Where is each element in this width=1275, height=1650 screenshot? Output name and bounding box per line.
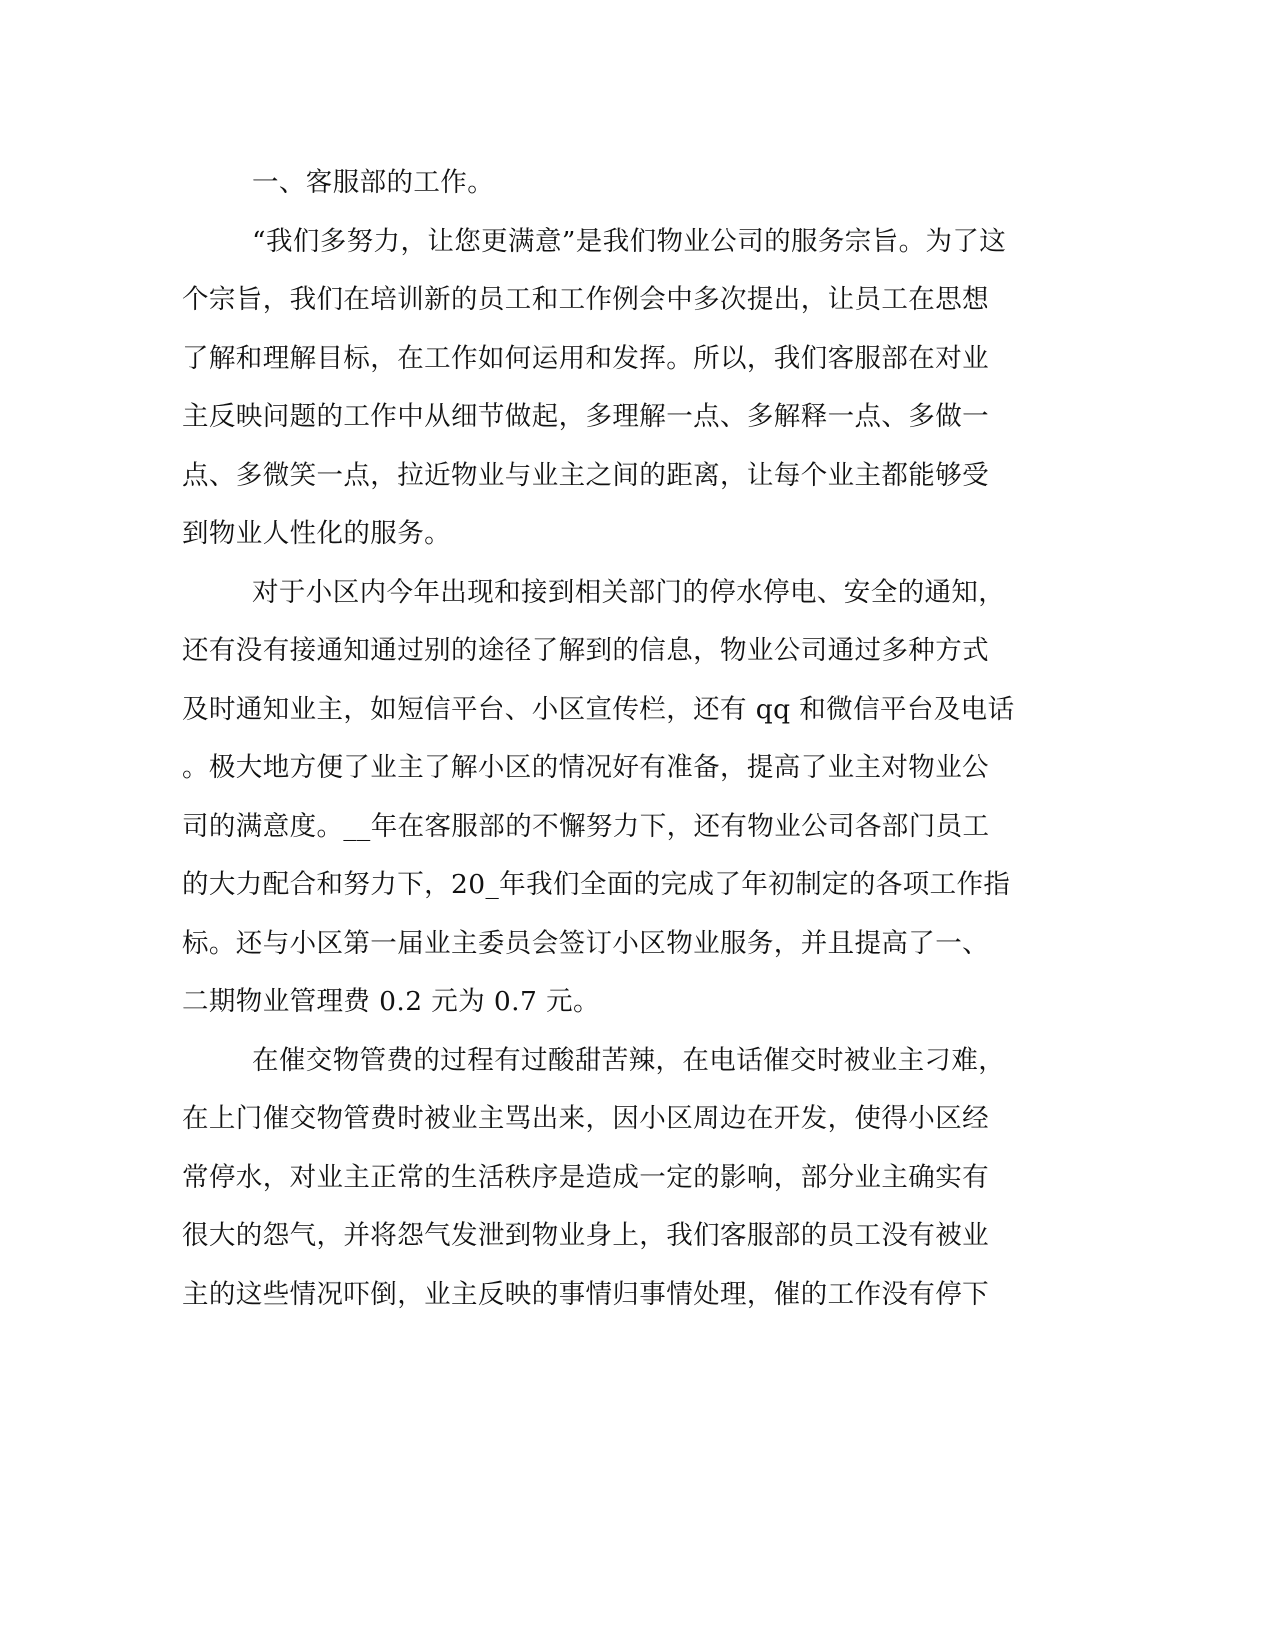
paragraph-line: 很大的怨气，并将怨气发泄到物业身上，我们客服部的员工没有被业 <box>182 1220 989 1251</box>
paragraph-line: 司的满意度。__年在客服部的不懈努力下，还有物业公司各部门员工 <box>182 810 990 842</box>
paragraph-line: 个宗旨，我们在培训新的员工和工作例会中多次提出，让员工在思想 <box>182 284 989 315</box>
paragraph-line: 在上门催交物管费时被业主骂出来，因小区周边在开发，使得小区经 <box>182 1103 989 1134</box>
paragraph-line: 还有没有接通知通过别的途径了解到的信息，物业公司通过多种方式 <box>182 635 989 666</box>
paragraph-line: “我们多努力，让您更满意”是我们物业公司的服务宗旨。为了这 <box>252 225 1007 257</box>
paragraph-line: 二期物业管理费 0.2 元为 0.7 元。 <box>182 986 600 1017</box>
paragraph-line: 。极大地方便了业主了解小区的情况好有准备，提高了业主对物业公 <box>182 752 989 783</box>
paragraph-line: 到物业人性化的服务。 <box>182 518 451 549</box>
document-body <box>182 154 1030 1324</box>
paragraph-line: 的大力配合和努力下，20_年我们全面的完成了年初制定的各项工作指 <box>182 869 1011 900</box>
paragraph-line: 点、多微笑一点，拉近物业与业主之间的距离，让每个业主都能够受 <box>182 459 989 491</box>
paragraph-line: 常停水，对业主正常的生活秩序是造成一定的影响，部分业主确实有 <box>182 1161 989 1193</box>
paragraph-line: 主的这些情况吓倒，业主反映的事情归事情处理，催的工作没有停下 <box>182 1278 989 1310</box>
paragraph-line: 在催交物管费的过程有过酸甜苦辣，在电话催交时被业主刁难， <box>252 1044 1006 1076</box>
section-heading: 一、客服部的工作。 <box>252 167 495 198</box>
paragraph-line: 主反映问题的工作中从细节做起，多理解一点、多解释一点、多做一 <box>182 401 989 432</box>
paragraph-line: 及时通知业主，如短信平台、小区宣传栏，还有 qq 和微信平台及电话 <box>182 693 1015 725</box>
paragraph-line: 标。还与小区第一届业主委员会签订小区物业服务，并且提高了一、 <box>182 927 989 959</box>
paragraph-line: 了解和理解目标，在工作如何运用和发挥。所以，我们客服部在对业 <box>182 342 989 374</box>
paragraph-line: 对于小区内今年出现和接到相关部门的停水停电、安全的通知， <box>252 576 1006 608</box>
